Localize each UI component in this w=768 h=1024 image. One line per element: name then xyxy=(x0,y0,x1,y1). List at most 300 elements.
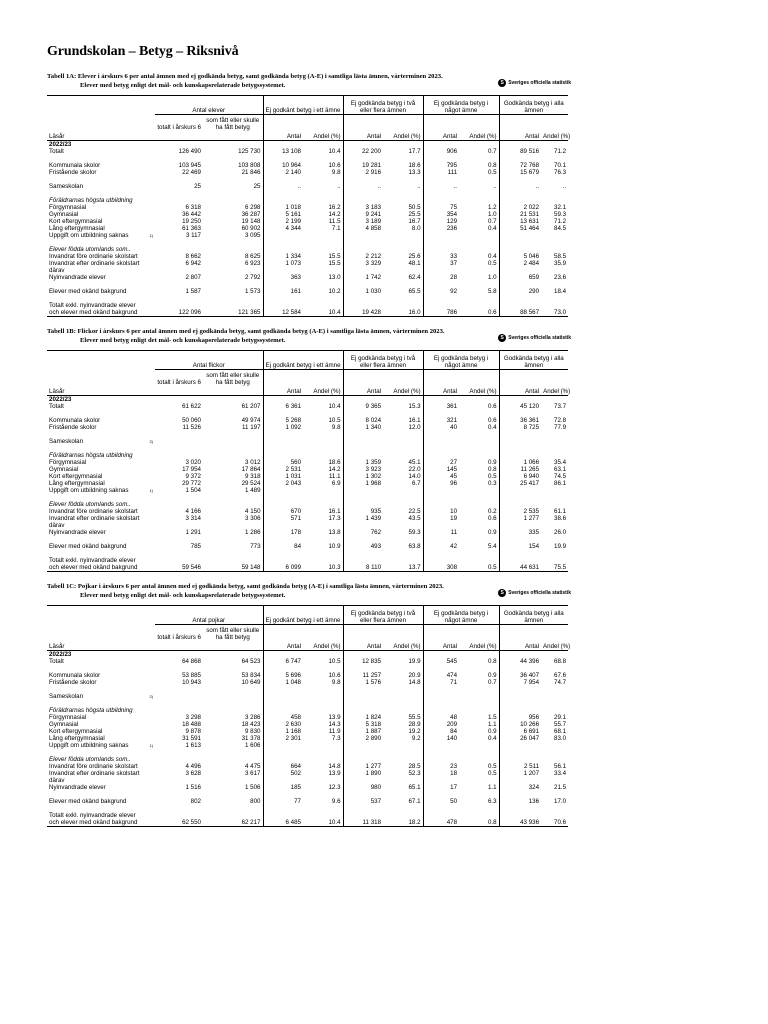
table-cell: 9.6 xyxy=(331,798,341,805)
table-cell: 92 xyxy=(423,288,459,295)
table-cell: 4 150 xyxy=(245,508,261,515)
official-statistics-icon: S xyxy=(498,79,506,87)
header-share: Andel (%) xyxy=(303,386,343,396)
table-cell xyxy=(459,487,499,494)
data-table xyxy=(47,605,571,827)
table-cell: 10.4 xyxy=(303,309,343,317)
table-cell: 71.2 xyxy=(554,218,567,225)
table-row xyxy=(47,466,568,473)
header-group-fail-one: Ej godkänt betyg i ett ämne xyxy=(263,351,343,370)
header-share: Andel (%) xyxy=(383,641,423,651)
table-section-1c xyxy=(47,582,571,827)
table-cell: 0.5 xyxy=(487,169,497,176)
table-cell xyxy=(541,232,568,239)
table-cell: 12.3 xyxy=(328,784,341,791)
header-with-grades: som fått eller skulle ha fått betyg xyxy=(206,627,260,641)
table-cell: 25.5 xyxy=(408,211,421,218)
table-cell: 1 968 xyxy=(343,480,383,487)
table-cell: 1 340 xyxy=(343,424,383,431)
table-cell: 22.0 xyxy=(408,466,421,473)
table-cell: 10.9 xyxy=(328,543,341,550)
table-row xyxy=(47,274,568,281)
row-label: Fristående skolor xyxy=(49,679,97,686)
row-label: Lång eftergymnasial xyxy=(49,480,105,487)
table-cell: 17.3 xyxy=(328,515,341,522)
table-cell: 29.1 xyxy=(554,714,567,721)
table-row xyxy=(47,452,568,459)
table-cell xyxy=(303,742,343,749)
table-cell: 3 298 xyxy=(185,714,201,721)
header-total-grade6: totalt i årskurs 6 xyxy=(157,634,201,641)
header-count: Antal xyxy=(423,641,459,651)
table-cell: 537 xyxy=(343,798,383,805)
table-cell: 773 xyxy=(250,543,261,550)
row-label: Totalt exkl. nyinvandrade elever xyxy=(49,557,136,564)
header-share: Andel (%) xyxy=(459,641,499,651)
table-cell: 0.9 xyxy=(487,728,497,735)
table-cell: 2 535 xyxy=(499,508,541,515)
table-cell: 36 442 xyxy=(182,211,201,218)
header-count: Antal xyxy=(263,386,303,396)
row-label: Totalt xyxy=(49,148,64,155)
official-statistics-icon: S xyxy=(498,334,506,342)
official-statistics-icon: S xyxy=(498,589,506,597)
spacer-row xyxy=(47,190,568,197)
data-table xyxy=(47,95,571,317)
row-label: Invandrat före ordinarie skolstart xyxy=(49,508,138,515)
table-cell: 0.5 xyxy=(487,260,497,267)
table-row xyxy=(47,417,568,424)
table-cell: 0.8 xyxy=(487,658,497,665)
spacer-row xyxy=(47,494,568,501)
table-cell: 72 768 xyxy=(499,162,541,169)
table-cell: 45 xyxy=(423,473,459,480)
table-cell: 1 587 xyxy=(185,288,201,295)
table-cell: 72.8 xyxy=(554,417,567,424)
table-cell: 10 266 xyxy=(499,721,541,728)
table-cell: 1.5 xyxy=(487,714,497,721)
table-cell: 935 xyxy=(343,508,383,515)
table-cell: 161 xyxy=(263,288,303,295)
table-cell: 1 359 xyxy=(343,459,383,466)
table-cell: 121 365 xyxy=(203,309,263,317)
table-cell: 16.2 xyxy=(328,204,341,211)
table-cell: 1 439 xyxy=(343,515,383,522)
table-cell: 9 830 xyxy=(245,728,261,735)
table-cell: 474 xyxy=(423,672,459,679)
table-cell: 61.1 xyxy=(554,508,567,515)
table-cell xyxy=(343,438,383,445)
table-cell: 126 490 xyxy=(178,148,201,155)
table-cell: 7.3 xyxy=(331,735,341,742)
table-cell: .. xyxy=(337,183,341,190)
table-cell: 51 464 xyxy=(499,225,541,232)
table-row xyxy=(47,784,568,791)
row-label: Föräldrarnas högsta utbildning xyxy=(49,197,133,204)
table-cell: 63.1 xyxy=(554,466,567,473)
table-cell: 2 199 xyxy=(263,218,303,225)
table-cell: 22 200 xyxy=(343,148,383,155)
row-label: Kort eftergymnasial xyxy=(49,728,103,735)
table-cell: 0.3 xyxy=(487,480,497,487)
table-cell: 3 189 xyxy=(343,218,383,225)
table-row xyxy=(47,798,568,805)
table-cell: 17.0 xyxy=(554,798,567,805)
table-cell: 10.5 xyxy=(328,658,341,665)
table-cell: 8 110 xyxy=(343,564,383,572)
table-cell: 6 318 xyxy=(185,204,201,211)
table-cell: 2 140 xyxy=(263,169,303,176)
table-cell: 18.2 xyxy=(383,819,423,827)
table-cell: 9 365 xyxy=(343,403,383,410)
table-cell: 545 xyxy=(423,658,459,665)
table-row xyxy=(47,714,568,721)
table-cell: 64 868 xyxy=(182,658,201,665)
table-cell: 11 257 xyxy=(343,672,383,679)
table-row xyxy=(47,487,568,494)
row-label: 2022/23 xyxy=(49,141,72,148)
table-cell: 6 485 xyxy=(263,819,303,827)
table-cell xyxy=(541,742,568,749)
table-cell: 62 550 xyxy=(155,819,203,827)
spacer-row xyxy=(47,536,568,543)
table-cell xyxy=(383,693,423,700)
table-row xyxy=(47,522,568,529)
table-cell: 19 xyxy=(423,515,459,522)
table-cell: 6 361 xyxy=(263,403,303,410)
row-label: Uppgift om utbildning saknas 1) xyxy=(49,742,153,749)
table-cell: 29 772 xyxy=(182,480,201,487)
header-count: Antal xyxy=(343,386,383,396)
table-cell: 44 631 xyxy=(499,564,541,572)
table-cell: 0.9 xyxy=(487,459,497,466)
table-cell: 1.0 xyxy=(487,211,497,218)
table-cell: 50 060 xyxy=(182,417,201,424)
table-cell xyxy=(303,693,343,700)
table-cell: 73.7 xyxy=(554,403,567,410)
table-cell: 1 277 xyxy=(343,763,383,770)
table-cell: 13.7 xyxy=(383,564,423,572)
row-label: Kort eftergymnasial xyxy=(49,218,103,225)
table-cell: 10.3 xyxy=(303,564,343,572)
table-cell: 2 043 xyxy=(263,480,303,487)
row-label: Invandrat efter ordinarie skolstart xyxy=(49,515,140,522)
table-cell: 11 526 xyxy=(182,424,201,431)
table-cell xyxy=(541,438,568,445)
spacer-row xyxy=(47,239,568,246)
table-cell: 36 287 xyxy=(241,211,261,218)
table-cell: 111 xyxy=(423,169,459,176)
table-cell: 11 xyxy=(423,529,459,536)
table-cell: 10.2 xyxy=(328,288,341,295)
table-cell: 6 747 xyxy=(263,658,303,665)
row-label: Kommunala skolor xyxy=(49,162,101,169)
table-row xyxy=(47,777,568,784)
table-cell: 61 363 xyxy=(182,225,201,232)
table-cell: 11 318 xyxy=(343,819,383,827)
table-cell: 77.9 xyxy=(554,424,567,431)
table-row xyxy=(47,267,568,274)
table-cell: 17.7 xyxy=(408,148,421,155)
table-cell: 67.6 xyxy=(554,672,567,679)
row-label: Totalt xyxy=(49,658,64,665)
official-statistics-logo: S Sveriges officiella statistik xyxy=(498,589,571,597)
table-cell: 71 xyxy=(423,679,459,686)
table-cell: 4 475 xyxy=(245,763,261,770)
table-cell: 0.5 xyxy=(487,770,497,777)
table-caption: Tabell 1C: Pojkar i årskurs 6 per antal ämnen med ej godkända betyg, samt godkända betyg (A-E) i samtliga lästa ämnen, vårterminen 2023. xyxy=(47,583,444,590)
table-cell xyxy=(423,693,459,700)
table-row xyxy=(47,707,568,714)
table-cell xyxy=(263,487,303,494)
table-row xyxy=(47,658,568,665)
table-cell xyxy=(423,742,459,749)
table-cell: 14.2 xyxy=(328,466,341,473)
table-row xyxy=(47,302,568,309)
table-cell: 980 xyxy=(343,784,383,791)
table-cell: 49 974 xyxy=(241,417,261,424)
table-cell: 19 148 xyxy=(241,218,261,225)
row-label: därav xyxy=(49,522,65,529)
header-share: Andel (%) xyxy=(543,133,571,140)
spacer-row xyxy=(47,805,568,812)
table-cell: 103 808 xyxy=(238,162,261,169)
table-cell xyxy=(203,438,263,445)
table-row xyxy=(47,183,568,190)
table-cell: 2 301 xyxy=(263,735,303,742)
table-cell: 84 xyxy=(423,728,459,735)
table-cell: 5.4 xyxy=(487,543,497,550)
footnote-marker: 2) xyxy=(149,439,153,444)
table-cell: 0.6 xyxy=(487,515,497,522)
table-cell: 11.5 xyxy=(328,218,341,225)
table-cell: 1 302 xyxy=(343,473,383,480)
table-cell: 795 xyxy=(423,162,459,169)
table-cell: 1 073 xyxy=(263,260,303,267)
table-cell: 5 696 xyxy=(263,672,303,679)
row-label: Totalt exkl. nyinvandrade elever xyxy=(49,812,136,819)
table-cell: 9.8 xyxy=(331,679,341,686)
table-cell: 68.8 xyxy=(554,658,567,665)
table-cell: 25 xyxy=(194,183,201,190)
table-cell: 1 018 xyxy=(263,204,303,211)
table-cell: 0.9 xyxy=(487,672,497,679)
table-row xyxy=(47,232,568,239)
table-cell: 53 885 xyxy=(182,672,201,679)
table-row xyxy=(47,742,568,749)
table-section-1a xyxy=(47,72,571,317)
table-cell: 478 xyxy=(423,819,459,827)
table-subcaption: Elever med betyg enligt det mål- och kunskapsrelaterade betygssystemet. xyxy=(80,592,286,599)
table-row xyxy=(47,679,568,686)
table-cell: 3 286 xyxy=(245,714,261,721)
table-cell: 45 120 xyxy=(499,403,541,410)
table-cell xyxy=(343,742,383,749)
table-cell: .. xyxy=(417,183,421,190)
document-page xyxy=(47,44,571,827)
row-label: Kort eftergymnasial xyxy=(49,473,103,480)
header-with-grades: som fått eller skulle ha fått betyg xyxy=(206,372,260,386)
spacer-row xyxy=(47,295,568,302)
table-cell: 2 916 xyxy=(343,169,383,176)
row-label: Förgymnasial xyxy=(49,459,87,466)
table-cell xyxy=(303,438,343,445)
table-cell: 83.0 xyxy=(554,735,567,742)
header-group-pass-all: Godkända betyg i alla ämnen xyxy=(499,351,568,370)
table-cell: .. xyxy=(263,183,303,190)
header-share: Andel (%) xyxy=(543,643,571,650)
table-cell: 21 531 xyxy=(499,211,541,218)
table-cell: 1.2 xyxy=(487,204,497,211)
table-cell: 5.8 xyxy=(487,288,497,295)
table-cell: 354 xyxy=(423,211,459,218)
table-cell: 290 xyxy=(499,288,541,295)
table-cell: 1 573 xyxy=(245,288,261,295)
table-cell: 1 489 xyxy=(245,487,261,494)
table-row xyxy=(47,763,568,770)
row-label: Gymnasial xyxy=(49,466,79,473)
table-cell: 0.5 xyxy=(487,763,497,770)
table-section-1b xyxy=(47,327,571,572)
table-cell: 23 xyxy=(423,763,459,770)
table-cell: 0.6 xyxy=(487,417,497,424)
table-cell: 29 524 xyxy=(241,480,261,487)
table-cell: 10 943 xyxy=(182,679,201,686)
row-label: Nyinvandrade elever xyxy=(49,784,106,791)
table-cell: 38.6 xyxy=(554,515,567,522)
table-cell: 209 xyxy=(423,721,459,728)
table-cell: 26.0 xyxy=(554,529,567,536)
header-share: Andel (%) xyxy=(383,386,423,396)
footnote-marker: 1) xyxy=(149,233,153,238)
table-cell: 361 xyxy=(423,403,459,410)
table-cell: 1 887 xyxy=(343,728,383,735)
table-row xyxy=(47,756,568,763)
table-cell: 3 923 xyxy=(343,466,383,473)
table-cell: 6.7 xyxy=(411,480,421,487)
table-row xyxy=(47,721,568,728)
header-school-year: Läsår xyxy=(47,131,155,141)
table-cell xyxy=(155,438,203,445)
table-cell: 55.7 xyxy=(554,721,567,728)
table-cell: 33.4 xyxy=(554,770,567,777)
table-cell: 2 484 xyxy=(499,260,541,267)
row-label: och elever med okänd bakgrund xyxy=(47,309,155,317)
table-cell: 185 xyxy=(263,784,303,791)
header-total-grade6: totalt i årskurs 6 xyxy=(157,379,201,386)
table-cell: 12 835 xyxy=(343,658,383,665)
row-label: Elever födda utomlands som.. xyxy=(49,501,131,508)
header-count: Antal xyxy=(263,641,303,651)
table-cell: 9 318 xyxy=(245,473,261,480)
table-cell: 2 890 xyxy=(343,735,383,742)
table-cell: 77 xyxy=(263,798,303,805)
table-cell: 9.8 xyxy=(331,169,341,176)
header-group-students: Antal elever xyxy=(155,96,263,115)
header-share: Andel (%) xyxy=(459,131,499,141)
table-cell: 6 942 xyxy=(185,260,201,267)
table-row xyxy=(47,564,568,572)
table-cell xyxy=(423,438,459,445)
table-cell: 13.9 xyxy=(328,714,341,721)
table-cell: 0.4 xyxy=(487,735,497,742)
spacer-row xyxy=(47,155,568,162)
table-row xyxy=(47,770,568,777)
table-cell: 35.9 xyxy=(554,260,567,267)
table-cell xyxy=(499,487,541,494)
row-label: Uppgift om utbildning saknas 1) xyxy=(49,232,153,239)
table-cell: 1 613 xyxy=(185,742,201,749)
table-cell: 122 096 xyxy=(155,309,203,317)
table-cell: 67.1 xyxy=(408,798,421,805)
row-label: och elever med okänd bakgrund xyxy=(47,819,155,827)
table-cell: 6 923 xyxy=(245,260,261,267)
table-cell: 15 679 xyxy=(499,169,541,176)
table-cell: 19 428 xyxy=(343,309,383,317)
table-cell: 6 099 xyxy=(263,564,303,572)
table-cell: 68.1 xyxy=(554,728,567,735)
table-row xyxy=(47,424,568,431)
table-cell: 14.0 xyxy=(408,473,421,480)
table-row xyxy=(47,812,568,819)
table-cell: 16.1 xyxy=(408,417,421,424)
table-cell: 493 xyxy=(343,543,383,550)
table-cell: 45.1 xyxy=(408,459,421,466)
table-cell: 21.5 xyxy=(554,784,567,791)
table-row xyxy=(47,396,568,404)
table-cell: 13.8 xyxy=(328,529,341,536)
table-cell: 20.9 xyxy=(408,672,421,679)
table-cell: 96 xyxy=(423,480,459,487)
table-cell: 8 725 xyxy=(499,424,541,431)
row-label: Sameskolan 2) xyxy=(49,438,153,445)
table-row xyxy=(47,288,568,295)
row-label: Elever födda utomlands som.. xyxy=(49,756,131,763)
table-cell: 2 511 xyxy=(499,763,541,770)
table-cell: 1 504 xyxy=(185,487,201,494)
spacer-row xyxy=(47,791,568,798)
table-cell: 61 622 xyxy=(182,403,201,410)
table-cell: 0.5 xyxy=(487,473,497,480)
header-group-fail-any: Ej godkända betyg i något ämne xyxy=(423,96,499,115)
row-label: Uppgift om utbildning saknas 1) xyxy=(49,487,153,494)
table-row xyxy=(47,473,568,480)
spacer-row xyxy=(47,686,568,693)
table-cell: 11 265 xyxy=(499,466,541,473)
table-cell: 11 197 xyxy=(242,424,261,431)
table-cell: 37 xyxy=(423,260,459,267)
table-row xyxy=(47,480,568,487)
table-cell xyxy=(541,693,568,700)
table-cell: 0.7 xyxy=(487,148,497,155)
table-cell: 18 423 xyxy=(241,721,261,728)
table-row xyxy=(47,543,568,550)
table-row xyxy=(47,728,568,735)
row-label: Elever med okänd bakgrund xyxy=(49,798,127,805)
table-cell: 802 xyxy=(190,798,201,805)
table-cell: 571 xyxy=(263,515,303,522)
table-cell: 3 314 xyxy=(185,515,201,522)
table-cell: 26 047 xyxy=(499,735,541,742)
header-count: Antal xyxy=(263,131,303,141)
row-label: Totalt xyxy=(49,403,64,410)
table-cell: 5 268 xyxy=(263,417,303,424)
table-cell: 2 807 xyxy=(185,274,201,281)
table-cell xyxy=(263,693,303,700)
table-row xyxy=(47,651,568,659)
table-cell: 56.1 xyxy=(554,763,567,770)
table-row xyxy=(47,438,568,445)
